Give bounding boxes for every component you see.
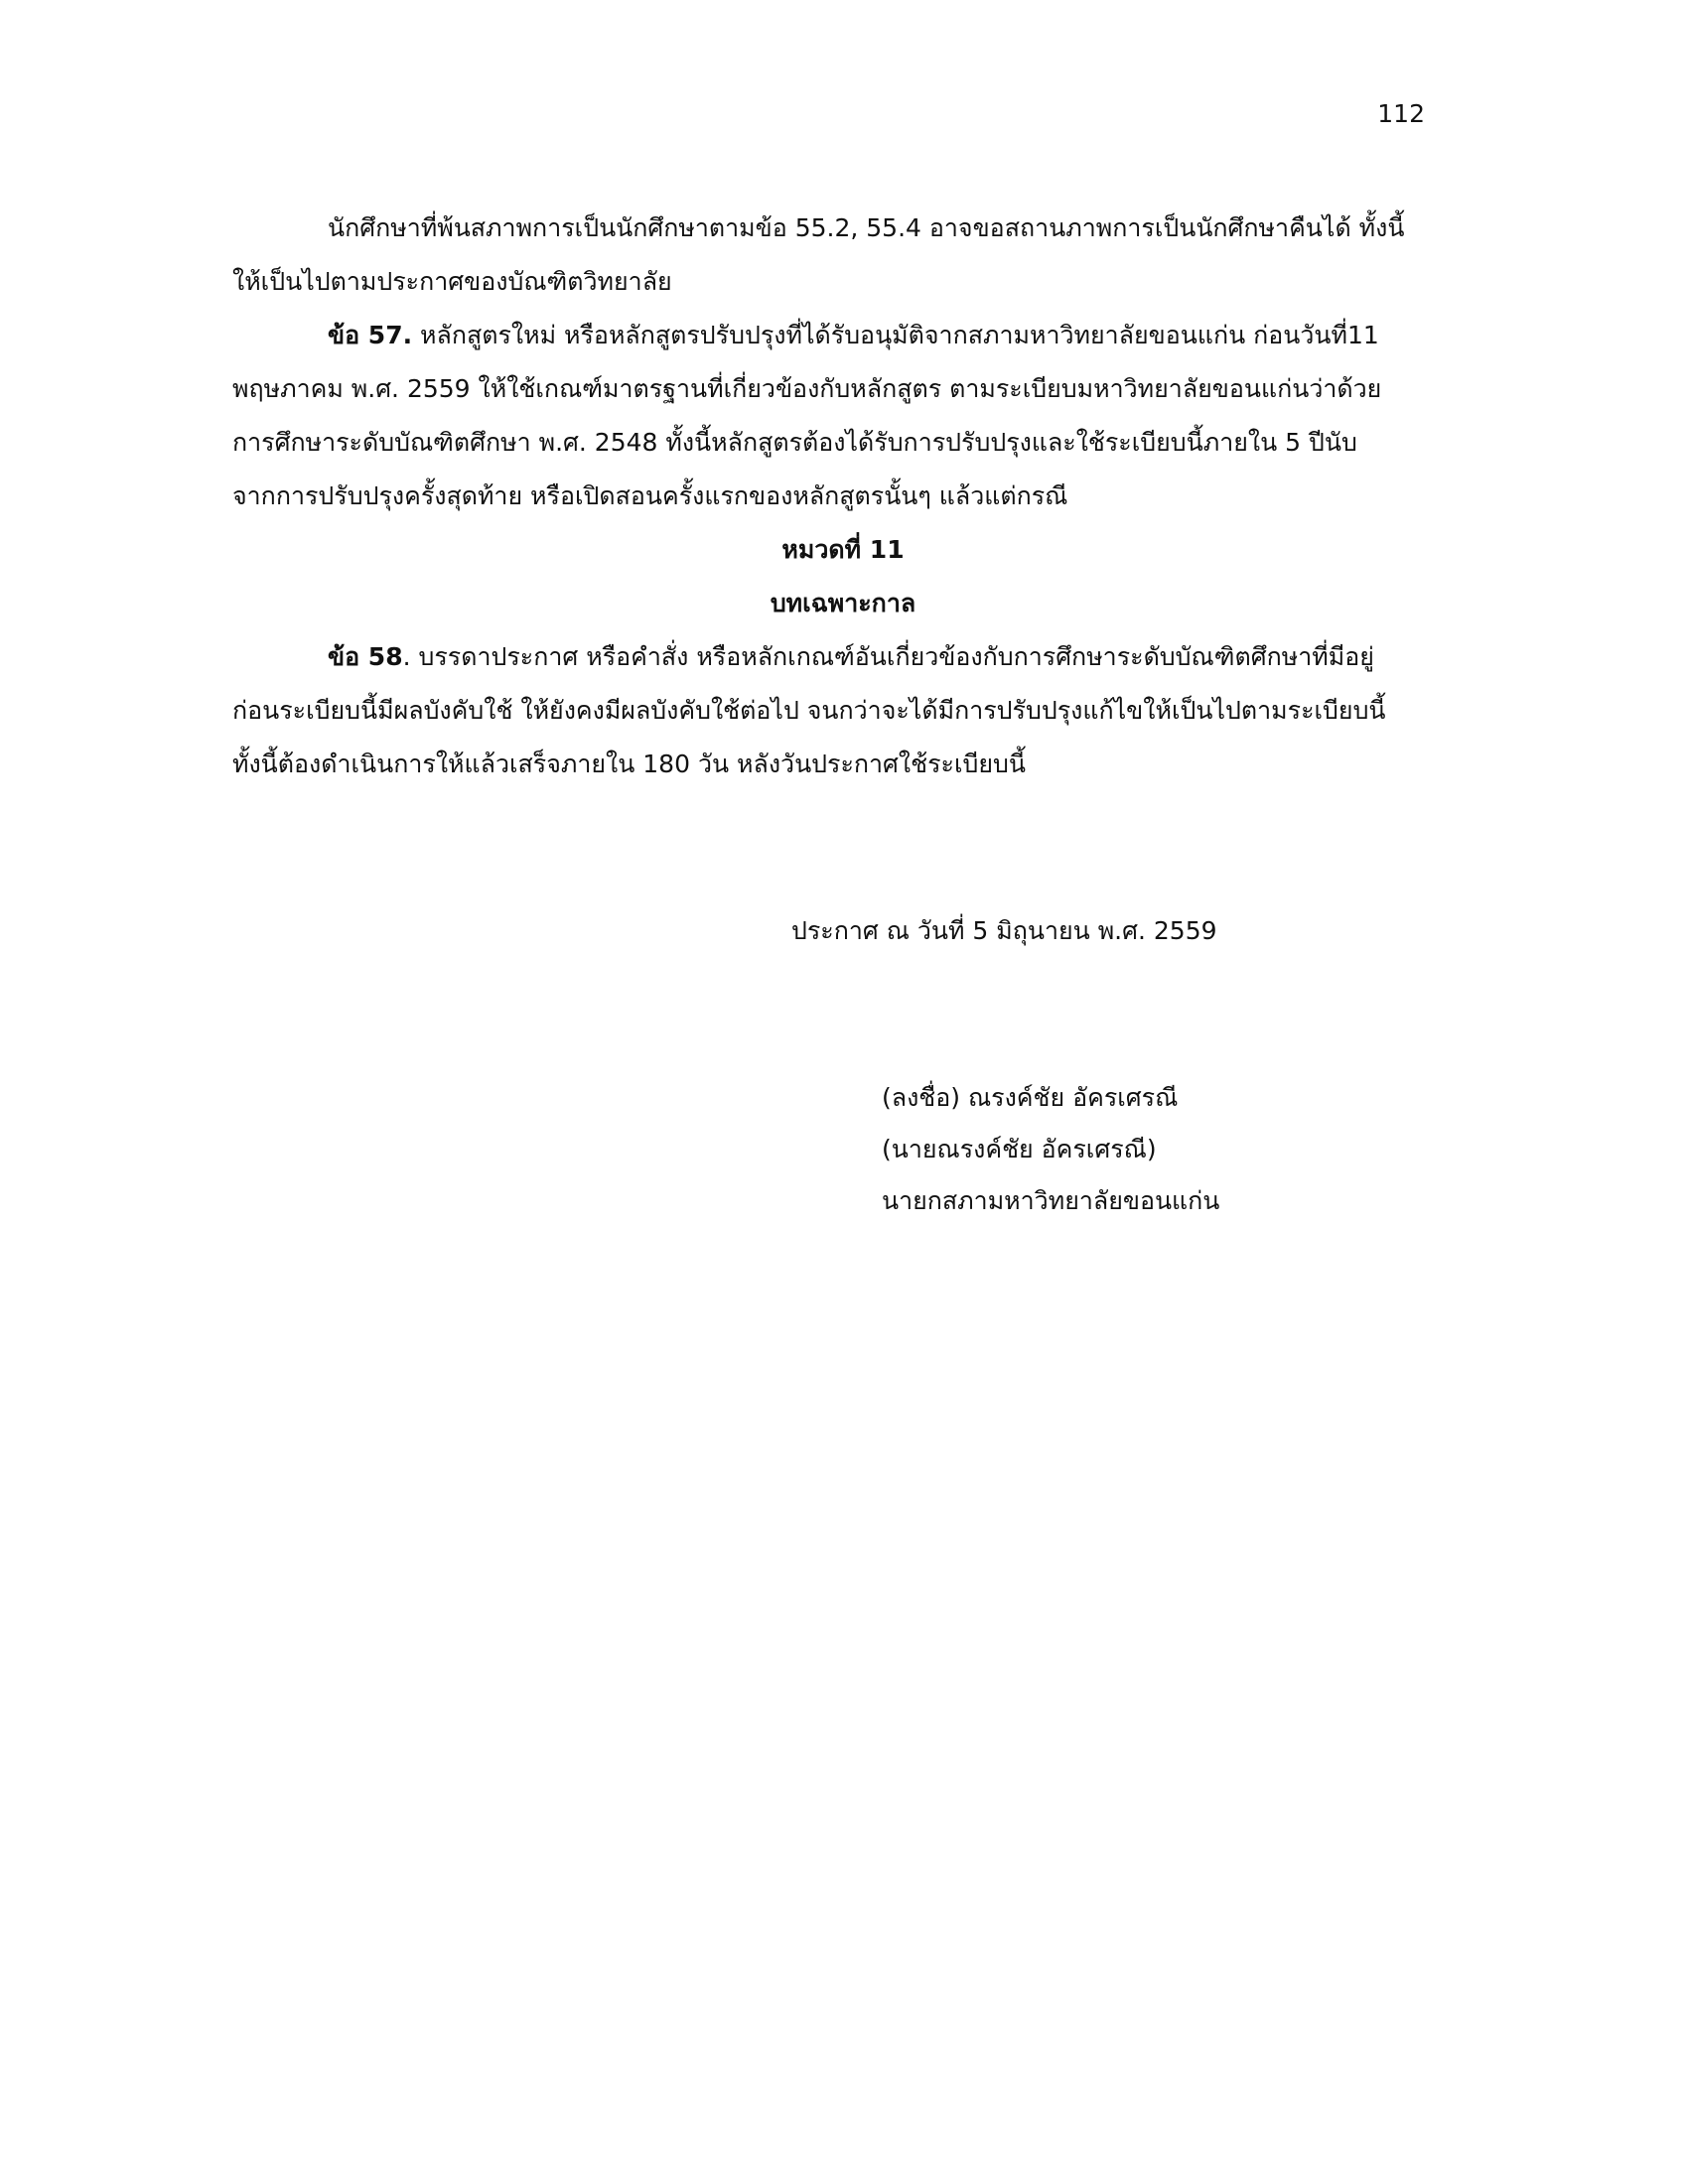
clause-57-text-1: หลักสูตรใหม่ หรือหลักสูตรปรับปรุงที่ได้รับอนุมัติจากสภามหาวิทยาลัยขอนแก่น ก่อนวันที่11 bbox=[412, 321, 1379, 349]
clause-57-line-4: จากการปรับปรุงครั้งสุดท้าย หรือเปิดสอนครั้งแรกของหลักสูตรนั้นๆ แล้วแต่กรณี bbox=[232, 481, 1068, 510]
page-number: 112 bbox=[1377, 99, 1425, 128]
signature-signed: (ลงชื่อ) ณรงค์ชัย อัครเศรณี bbox=[882, 1083, 1179, 1112]
clause-57-line-3: การศึกษาระดับบัณฑิตศึกษา พ.ศ. 2548 ทั้งนี้หลักสูตรต้องได้รับการปรับปรุงและใช้ระเบียบนี้ภายใน 5 ปีนับ bbox=[232, 428, 1357, 457]
clause-58-line-2: ก่อนระเบียบนี้มีผลบังคับใช้ ให้ยังคงมีผลบังคับใช้ต่อไป จนกว่าจะได้มีการปรับปรุงแก้ไขให้เป็นไปตามระเบียบนี้ bbox=[232, 696, 1386, 725]
section-title: หมวดที่ 11 bbox=[781, 535, 905, 564]
clause-58-line-1 bbox=[232, 630, 1424, 684]
clause-57-line-1 bbox=[232, 309, 1424, 362]
signature-block bbox=[882, 1072, 1219, 1227]
clause-58-text-1: . บรรดาประกาศ หรือคำสั่ง หรือหลักเกณฑ์อันเกี่ยวข้องกับการศึกษาระดับบัณฑิตศึกษาที่มีอยู่ bbox=[402, 642, 1374, 671]
clause-57-line-2: พฤษภาคม พ.ศ. 2559 ให้ใช้เกณฑ์มาตรฐานที่เกี่ยวข้องกับหลักสูตร ตามระเบียบมหาวิทยาลัยขอนแก่นว่าด้วย bbox=[232, 374, 1382, 403]
signature-position: นายกสภามหาวิทยาลัยขอนแก่น bbox=[882, 1186, 1220, 1215]
document-body bbox=[232, 202, 1424, 791]
paragraph-1-line-2: ให้เป็นไปตามประกาศของบัณฑิตวิทยาลัย bbox=[232, 267, 672, 296]
paragraph-1-line-1: นักศึกษาที่พ้นสภาพการเป็นนักศึกษาตามข้อ 55.2, 55.4 อาจขอสถานภาพการเป็นนักศึกษาคืนได้ ทั้งนี้ bbox=[328, 213, 1405, 242]
clause-58-label: ข้อ 58 bbox=[328, 642, 403, 671]
signature-name: (นายณรงค์ชัย อัครเศรณี) bbox=[882, 1135, 1157, 1163]
section-subtitle: บทเฉพาะกาล bbox=[770, 589, 916, 617]
clause-57-label: ข้อ 57. bbox=[328, 321, 413, 349]
announcement-date: ประกาศ ณ วันที่ 5 มิถุนายน พ.ศ. 2559 bbox=[791, 916, 1217, 945]
clause-58-line-3: ทั้งนี้ต้องดำเนินการให้แล้วเสร็จภายใน 180 วัน หลังวันประกาศใช้ระเบียบนี้ bbox=[232, 750, 1026, 778]
